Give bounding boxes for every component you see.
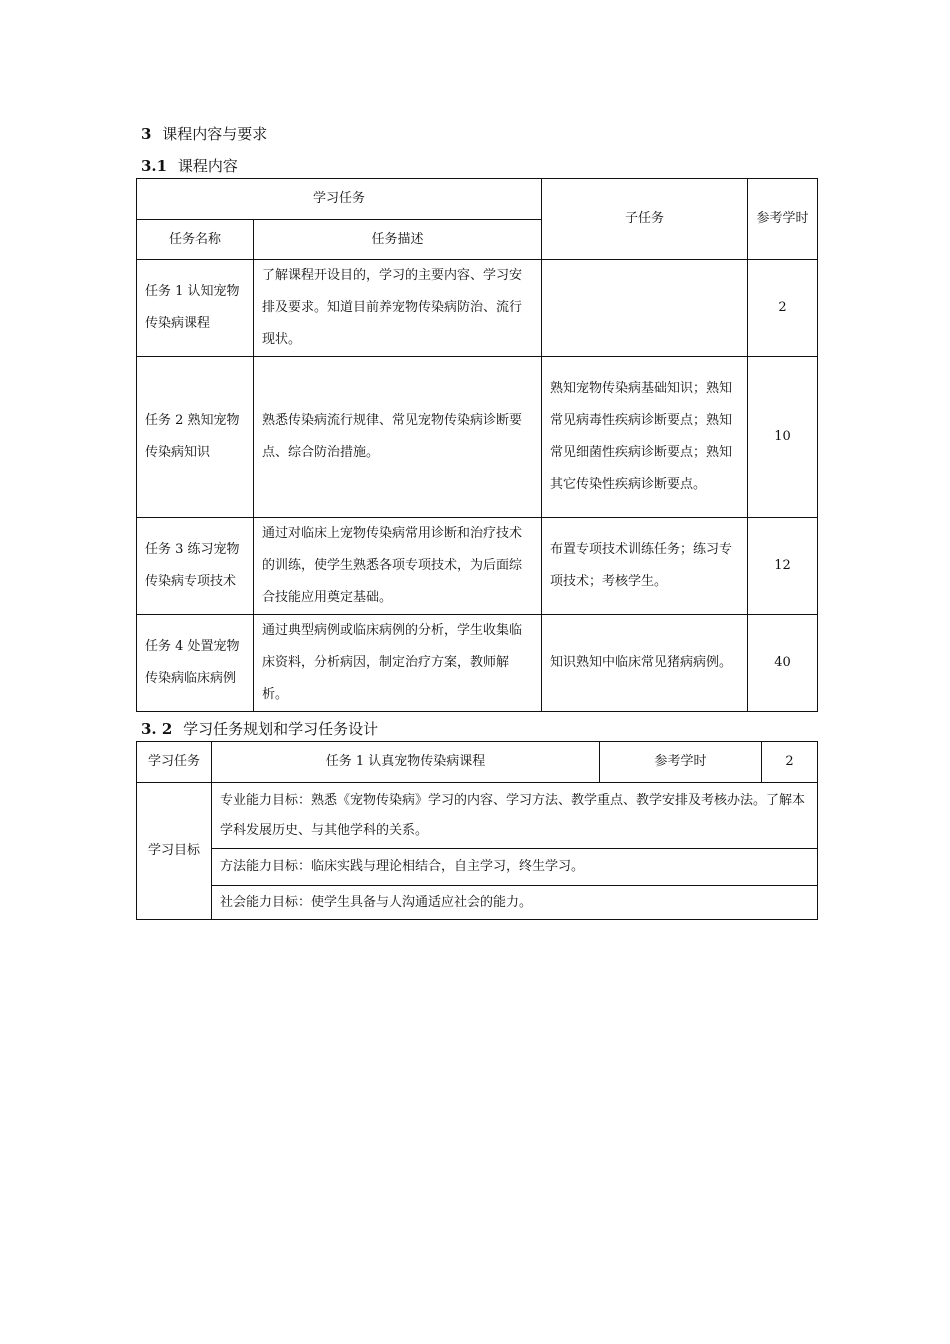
header-subtask: 子任务 bbox=[542, 179, 748, 260]
hours-cell: 10 bbox=[748, 357, 818, 518]
header-task-description: 任务描述 bbox=[254, 220, 542, 260]
hours-value-cell: 2 bbox=[762, 742, 818, 783]
section-number: 3.1 bbox=[141, 157, 168, 175]
task-name-cell: 任务 3 练习宠物传染病专项技术 bbox=[137, 518, 254, 615]
subtask-cell: 熟知宠物传染病基础知识；熟知常见病毒性疾病诊断要点；熟知常见细菌性疾病诊断要点；熟知其它传染性疾病诊断要点。 bbox=[542, 357, 748, 518]
table-row bbox=[137, 615, 818, 712]
section-heading-3-1 bbox=[141, 156, 238, 176]
course-content-table bbox=[136, 178, 818, 712]
task-description-cell: 通过对临床上宠物传染病常用诊断和治疗技术的训练，使学生熟悉各项专项技术，为后面综合技能应用奠定基础。 bbox=[254, 518, 542, 615]
hours-cell: 12 bbox=[748, 518, 818, 615]
goal-row bbox=[137, 849, 818, 886]
table-row bbox=[137, 260, 818, 357]
hours-label-cell: 参考学时 bbox=[600, 742, 762, 783]
professional-goal-cell: 专业能力目标：熟悉《宠物传染病》学习的内容、学习方法、教学重点、教学安排及考核办法。了解本学科发展历史、与其他学科的关系。 bbox=[212, 783, 818, 849]
goal-row bbox=[137, 886, 818, 920]
section-heading-3 bbox=[141, 124, 267, 144]
subtask-cell: 知识熟知中临床常见猪病病例。 bbox=[542, 615, 748, 712]
task-row bbox=[137, 742, 818, 783]
task-description-cell: 通过典型病例或临床病例的分析，学生收集临床资料，分析病因，制定治疗方案，教师解析。 bbox=[254, 615, 542, 712]
goal-row bbox=[137, 783, 818, 849]
table-header-row bbox=[137, 179, 818, 220]
task-plan-table bbox=[136, 741, 818, 920]
header-task-name: 任务名称 bbox=[137, 220, 254, 260]
section-heading-3-2 bbox=[141, 719, 378, 739]
task-description-cell: 了解课程开设目的，学习的主要内容、学习安排及要求。知道目前养宠物传染病防治、流行现状。 bbox=[254, 260, 542, 357]
section-title: 课程内容 bbox=[177, 157, 238, 175]
task-label-cell: 学习任务 bbox=[137, 742, 212, 783]
section-title: 学习任务规划和学习任务设计 bbox=[183, 720, 379, 738]
hours-cell: 2 bbox=[748, 260, 818, 357]
goals-label-cell: 学习目标 bbox=[137, 783, 212, 920]
task-description-cell: 熟悉传染病流行规律、常见宠物传染病诊断要点、综合防治措施。 bbox=[254, 357, 542, 518]
method-goal-cell: 方法能力目标：临床实践与理论相结合，自主学习，终生学习。 bbox=[212, 849, 818, 886]
hours-cell: 40 bbox=[748, 615, 818, 712]
section-number: 3 bbox=[141, 125, 152, 143]
table-row bbox=[137, 357, 818, 518]
header-reference-hours: 参考学时 bbox=[748, 179, 818, 260]
task-name-cell: 任务 2 熟知宠物传染病知识 bbox=[137, 357, 254, 518]
task-value-cell: 任务 1 认真宠物传染病课程 bbox=[212, 742, 600, 783]
task-name-cell: 任务 1 认知宠物传染病课程 bbox=[137, 260, 254, 357]
table-row bbox=[137, 518, 818, 615]
social-goal-cell: 社会能力目标：使学生具备与人沟通适应社会的能力。 bbox=[212, 886, 818, 920]
subtask-cell: 布置专项技术训练任务；练习专项技术；考核学生。 bbox=[542, 518, 748, 615]
section-title: 课程内容与要求 bbox=[162, 125, 268, 143]
section-number: 3. 2 bbox=[141, 720, 173, 738]
subtask-cell bbox=[542, 260, 748, 357]
header-learning-task: 学习任务 bbox=[137, 179, 542, 220]
task-name-cell: 任务 4 处置宠物传染病临床病例 bbox=[137, 615, 254, 712]
